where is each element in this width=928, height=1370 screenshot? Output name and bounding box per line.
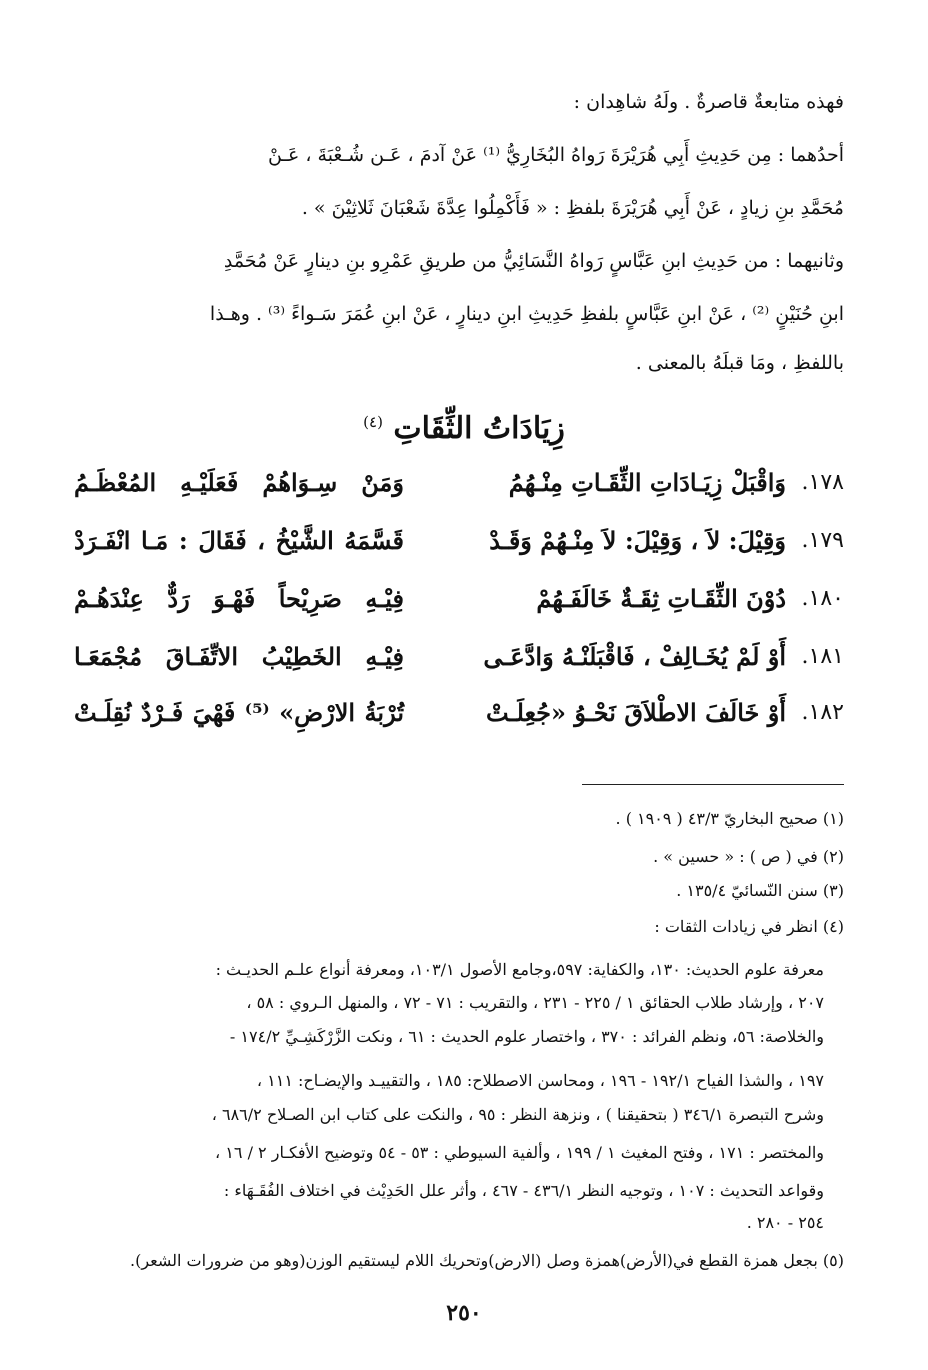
- section-title-footnote-ref: (٤): [363, 413, 383, 431]
- verse-178: [74, 462, 844, 504]
- verse-first-hemistich: دُوْنَ الثِّقَـاتِ ثِقَـةٌ خَالَفَـهُمْ: [536, 584, 786, 613]
- footnote-4-line-4: ١٩٧ ، والشذا الفياح ١٩٢/١ - ١٩٦ ، ومحاسن الاصطلاح: ١٨٥ ، والتقييـد والإيضـاح: ١١١ ،: [256, 1071, 824, 1090]
- body-line-6: باللفظِ ، ومَا قبلَهُ بالمعنى .: [635, 352, 844, 374]
- verse-number: ١٨٢.: [801, 700, 844, 725]
- verse-first-hemistich: وَاقْبَلْ زِيَـادَاتِ الثِّقَـاتِ مِنْـهُمُ: [508, 468, 786, 497]
- footnote-5: (٥) بجعل همزة القطع في(الأرض)همزة وصل (الارض)وتحريك اللام ليستقيم الوزن(وهو من ضرورات الشعر).: [130, 1251, 844, 1270]
- footnote-1: (١) صحيح البخاريّ ٤٣/٣ ( ١٩٠٩ ) .: [615, 809, 844, 828]
- verse-first-hemistich: أَوْ خَالَفَ الاطْلاَقَ نَحْـوُ «جُعِلَـتْ: [486, 698, 786, 727]
- verse-number: ١٨٠.: [801, 586, 844, 611]
- verse-number: ١٨١.: [801, 644, 844, 669]
- section-title-text: زِيَادَاتُ الثِّقَاتِ: [393, 411, 565, 446]
- footnote-4-line-1: معرفة علوم الحديث: ١٣٠، والكفاية: ٥٩٧،وجامع الأصول ١٠٣/١، ومعرفة أنواع علـم الحديـث :: [215, 960, 824, 979]
- verse-second-hemistich: فِيْـهِ صَرِيْحاً فَهْـوَ رَدٌّ عِنْدَهُـمْ: [74, 584, 404, 613]
- footnote-3: (٣) سنن النّسائيّ ١٣٥/٤ .: [676, 881, 844, 900]
- footnote-4-line-5: وشرح التبصرة ٣٤٦/١ ( بتحقيقنا ) ، ونزهة النظر : ٩٥ ، والنكت على كتاب ابن الصـلاح ٦٨٦/٢ ،: [211, 1105, 824, 1124]
- body-line-1: فهذه متابعةٌ قاصرةٌ . ولَهُ شاهِدان :: [573, 91, 844, 113]
- footnote-4-line-6: والمختصر : ١٧١ ، وفتح المغيث ١ / ١٩٩ ، وألفية السيوطي : ٥٣ - ٥٤ وتوضيح الأفكـار ٢ / ١٦ ،: [215, 1143, 824, 1162]
- verse-180: [74, 578, 844, 620]
- verse-first-hemistich: وَقِيْلَ: لاَ ، وَقِيْلَ: لاَ مِنْـهُمْ وَقَـدْ: [489, 526, 786, 555]
- footnote-4: (٤) انظر في زيادات الثقات :: [654, 917, 844, 936]
- body-line-3: مُحَمَّدِ بنِ زيادٍ ، عَنْ أَبِي هُرَيْرَةَ بلفظِ : « فَأَكْمِلُوا عِدَّةَ شَعْبَانَ ثَلاثِيْنَ » .: [301, 197, 844, 219]
- verse-181: [74, 636, 844, 678]
- verse-second-hemistich: فِيْـهِ الخَطِيْبُ الاتِّفَـاقَ مُجْمَعَـا: [74, 642, 404, 671]
- verse-179: [74, 520, 844, 562]
- verse-second-hemistich: قَسَّمَهُ الشَّيْخُ ، فَقَالَ : مَـا انْفَـرَدْ: [74, 526, 404, 555]
- verse-second-hemistich: وَمَنْ سِـوَاهُمْ فَعَلَيْـهِ المُعْظَـمُ: [74, 468, 404, 497]
- verse-first-hemistich: أَوْ لَمْ يُخَـالِفْ ، فَاقْبَلَنْـهُ وَادَّعَـى: [483, 642, 786, 671]
- section-title: [0, 400, 928, 451]
- footnote-4-line-8: ٢٥٤ - ٢٨٠ .: [746, 1213, 824, 1232]
- footnote-4-line-3: والخلاصة: ٥٦، ونظم الفرائد : ٣٧٠ ، واختصار علوم الحديث : ٦١ ، ونكت الزَّرْكَشِـيِّ ١٧٤/٢ -: [229, 1027, 824, 1046]
- footnote-separator: [582, 784, 844, 785]
- verse-number: ١٧٨.: [801, 470, 844, 495]
- verse-182: [74, 692, 844, 734]
- page-number: ٢٥٠: [446, 1300, 482, 1326]
- footnote-4-line-2: ٢٠٧ ، وإرشاد طلاب الحقائق ١ / ٢٢٥ - ٢٣١ ، والتقريب : ٧١ - ٧٢ ، والمنهل الـروي : ٥٨ ،: [246, 993, 824, 1012]
- body-line-4: وثانيهما : من حَدِيثِ ابنِ عَبَّاسٍ رَواهُ النَّسَائِيُّ من طريقِ عَمْرِو بنِ دينارٍ عَنْ مُحَمَّدِ: [223, 250, 844, 272]
- footnote-2: (٢) في ( ص ) : « حسين » .: [653, 847, 844, 866]
- body-line-2: أحدُهما : مِن حَدِيثِ أَبِي هُرَيْرَةَ رَواهُ البُخَارِيُّ ⁽¹⁾ عَنْ آدمَ ، عَـن شُـعْبَةَ ، عَـنْ: [267, 144, 844, 166]
- footnote-4-line-7: وقواعد التحديث : ١٠٧ ، وتوجيه النظر ٤٣٦/١ - ٤٦٧ ، وأثر علل الحَدِيْث في اختلاف الفُقَـهَاء :: [223, 1181, 824, 1200]
- verse-number: ١٧٩.: [801, 528, 844, 553]
- body-line-5: ابنِ حُنَيْنٍ ⁽²⁾ ، عَنْ ابنِ عَبَّاسٍ بلفظِ حَدِيثِ ابنِ دينارٍ ، عَنْ ابنِ عُمَرَ سَـواءً ⁽³⁾ . وهـذا: [209, 303, 844, 325]
- verse-second-hemistich: تُرْبَةُ الارْضِ» ⁽⁵⁾ فَهْيَ فَـرْدٌ نُقِلَـتْ: [74, 698, 404, 727]
